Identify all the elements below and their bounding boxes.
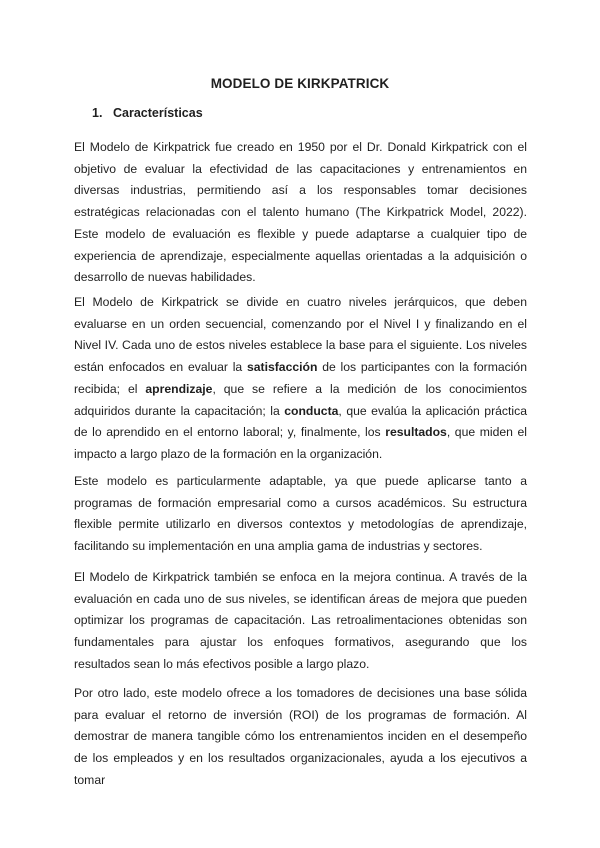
paragraph-4: El Modelo de Kirkpatrick también se enfoca en la mejora continua. A través de la evaluación en cada uno de sus niveles, se identifican áreas de mejora que pueden optimizar los programas de capacitación. Las retroalimentaciones obtenidas son fundamentales para ajustar los enfoques formativos, asegurando que los resultados sean lo más efectivos posible a largo plazo.	[74, 570, 527, 671]
paragraph-3: Este modelo es particularmente adaptable, ya que puede aplicarse tanto a programas de formación empresarial como a cursos académicos. Su estructura flexible permite utilizarlo en diversos contextos y metodologías de aprendizaje, facilitando su implementación en una amplia gama de industrias y sectores.	[74, 474, 527, 554]
keyword-aprendizaje: aprendizaje	[145, 381, 213, 396]
paragraph-2-text-3: , que se refiere a la medición de los conocimientos adquiridos durante la capacitación; la	[74, 381, 527, 418]
paragraph-2	[74, 292, 527, 466]
section-label: Características	[113, 106, 203, 120]
keyword-satisfaccion: satisfacción	[246, 360, 318, 375]
page-title: MODELO DE KIRKPATRICK	[210, 76, 390, 91]
section-number: 1.	[92, 106, 103, 120]
paragraph-1: El Modelo de Kirkpatrick fue creado en 1950 por el Dr. Donald Kirkpatrick con el objetivo de evaluar la efectividad de las capacitaciones y entrenamientos en diversas industrias, permitiendo así a los responsables tomar decisiones estratégicas relacionadas con el talento humano (The Kirkpatrick Model, 2022). Este modelo de evaluación es flexible y puede adaptarse a cualquier tipo de experiencia de aprendizaje, especialmente aquellas orientadas a la adquisición o desarrollo de nuevas habilidades.	[74, 140, 527, 285]
paragraph-2-text-1: El Modelo de Kirkpatrick se divide en cuatro niveles jerárquicos, que deben evaluarse en un orden secuencial, comenzando por el Nivel I y finalizando en el Nivel IV. Cada uno de estos niveles establece la base para el siguiente. Los niveles están enfocados en evaluar la	[74, 295, 527, 375]
paragraph-5: Por otro lado, este modelo ofrece a los tomadores de decisiones una base sólida para evaluar el retorno de inversión (ROI) de los programas de formación. Al demostrar de manera tangible cómo los entrenamientos inciden en el desempeño de los empleados y en los resultados organizacionales, ayuda a los ejecutivos a tomar	[74, 686, 527, 787]
paragraph-2-text-4: , que evalúa la aplicación práctica de lo aprendido en el entorno laboral; y, finalmente, los	[74, 403, 527, 440]
keyword-resultados: resultados	[385, 425, 447, 440]
paragraph-2-text-2: de los participantes con la formación recibida; el	[74, 360, 527, 396]
keyword-conducta: conducta	[284, 403, 339, 418]
section-heading	[92, 106, 203, 120]
paragraph-2-text-5: , que miden el impacto a largo plazo de la formación en la organización.	[74, 425, 527, 461]
